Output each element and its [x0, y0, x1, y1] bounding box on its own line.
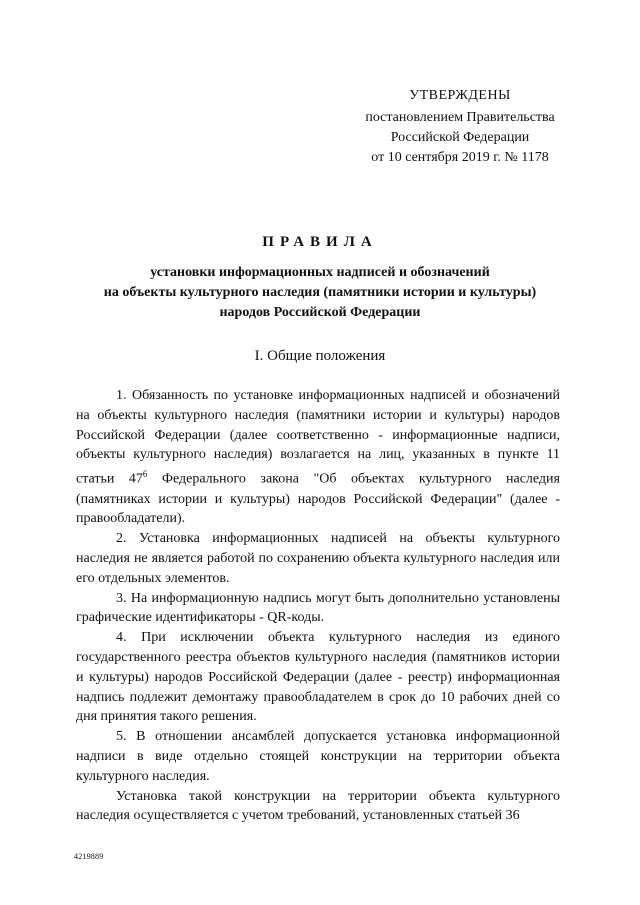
- document-body: [76, 386, 560, 826]
- approval-block: [340, 86, 580, 168]
- paragraph-1-text-cont: Федерального закона "Об объектах культурного наследия (памятниках истории и культуры) народов Российской Федерации" (далее - правообладатели).: [76, 471, 560, 527]
- paragraph-3: 3. На информационную надпись могут быть дополнительно установлены графические идентификаторы - QR-коды.: [76, 590, 560, 626]
- paragraph-1-superscript: 6: [142, 469, 148, 480]
- title-word: ПРАВИЛА: [262, 234, 378, 250]
- document-id: 4219889: [74, 852, 104, 861]
- approval-line-1: постановлением Правительства: [365, 110, 555, 125]
- paragraph-2: 2. Установка информационных надписей на объекты культурного наследия не является работой по сохранению объекта культурного наследия или его отдельных элементов.: [76, 531, 560, 586]
- paragraph-4: 4. При исключении объекта культурного наследия из единого государственного реестра объектов культурного наследия (памятников истории и культуры) народов Российской Федерации (далее - реестр) информационная надпись подлежит демонтажу правообладателем в срок до 10 рабочих дней со дня принятия такого решения.: [76, 630, 560, 725]
- approval-line-2: Российской Федерации: [390, 130, 530, 145]
- paragraph-1: [76, 386, 560, 529]
- document-title: [60, 234, 580, 323]
- paragraph-1-text: 1. Обязанность по установке информационных надписей и обозначений на объекты культурного наследия (памятники истории и культуры) народов Российской Федерации (далее соответственно - информационные надписи, объекты культурного наследия) возлагается на лиц, указанных в пункте 11 статьи 47: [76, 388, 560, 487]
- approval-line-3: от 10 сентября 2019 г. № 1178: [371, 150, 549, 165]
- paragraph-6: Установка такой конструкции на территории объекта культурного наследия осуществляется с учетом требований, установленных статьей 36: [76, 788, 560, 824]
- section-heading: I. Общие положения: [254, 348, 386, 364]
- paragraph-5: 5. В отношении ансамблей допускается установка информационной надписи в виде отдельно стоящей конструкции на территории объекта культурного наследия.: [76, 729, 560, 784]
- title-line-1: установки информационных надписей и обозначений: [150, 265, 490, 280]
- title-line-3: народов Российской Федерации: [219, 305, 421, 320]
- approval-heading: УТВЕРЖДЕНЫ: [409, 88, 511, 103]
- title-line-2: на объекты культурного наследия (памятники истории и культуры): [103, 285, 537, 300]
